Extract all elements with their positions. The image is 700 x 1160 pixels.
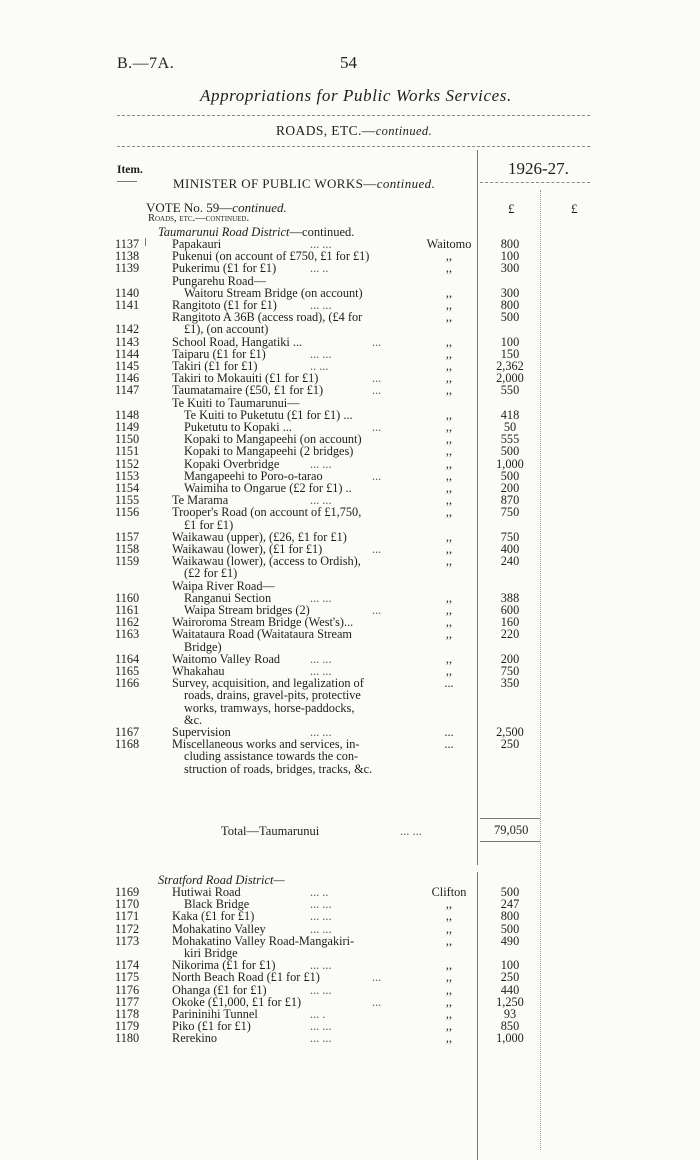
leader-dots: ... (372, 371, 382, 386)
item-description: Whakahau (172, 664, 225, 678)
amount-cell: 388 (500, 590, 520, 605)
amount-cell: 160 (500, 615, 520, 630)
table-row (0, 262, 700, 274)
table-row (0, 1020, 700, 1032)
item-number: 1154 (115, 481, 140, 495)
item-description: roads, drains, gravel-pits, protective (184, 688, 361, 703)
total-leader-dots: ... ... (400, 824, 422, 838)
item-description: Hutiwai Road (172, 885, 241, 899)
item-description: Parininihi Tunnel (172, 1007, 258, 1021)
item-number: 1149 (115, 420, 140, 434)
item-number: 1177 (115, 994, 140, 1009)
item-description: Mohakatino Valley Road-Mangakiri- (172, 933, 355, 948)
table-row (0, 323, 700, 335)
location-cell: Clifton (431, 885, 467, 899)
page-number: 54 (340, 53, 357, 72)
amount-cell: 93 (503, 1007, 517, 1021)
pound-sign-1: £ (508, 201, 515, 216)
item-description: Waitomo Valley Road (172, 651, 281, 666)
leader-dots: ... (372, 334, 382, 349)
amount-cell: 350 (500, 676, 520, 691)
location-cell: ,, (445, 371, 453, 386)
item-number: 1169 (115, 885, 140, 899)
leader-dots: ... (372, 420, 382, 434)
item-number: 1143 (115, 334, 140, 349)
total-rule-top (480, 818, 540, 819)
table-row (0, 653, 700, 665)
item-number: 1147 (115, 383, 140, 398)
item-number: 1158 (115, 542, 140, 556)
leader-dots: ... ... (310, 1019, 332, 1034)
location-cell: ,, (445, 627, 453, 642)
item-description: Rangitoto (£1 for £1) (172, 298, 277, 312)
item-number: 1173 (115, 933, 140, 948)
item-description: Waimiha to Ongarue (£2 for £1) .. (184, 481, 352, 495)
item-number: 1165 (115, 664, 140, 678)
location-cell: ,, (445, 664, 453, 678)
leader-dots: ... ... (310, 897, 332, 912)
item-description: &c. (184, 712, 203, 727)
location-cell: ,, (445, 310, 453, 325)
amount-cell: 500 (500, 444, 520, 459)
roads-subheading: Roads, etc.—continued. (148, 213, 250, 224)
district-heading-taumarunui: Taumarunui Road District—continued. (158, 225, 355, 239)
location-cell: ,, (445, 285, 453, 300)
amount-cell: 50 (503, 420, 517, 434)
item-description: School Road, Hangatiki ... (172, 334, 303, 349)
amount-cell: 1,000 (496, 1031, 524, 1046)
document-reference: B.—7A. (117, 55, 175, 72)
table-row (0, 275, 700, 287)
table-row (0, 910, 700, 922)
item-number: 1167 (115, 725, 140, 739)
amount-cell: 550 (500, 383, 520, 398)
item-description: Wairoroma Stream Bridge (West's)... (172, 615, 354, 630)
leader-dots: ... ... (310, 298, 332, 312)
location-cell: ,, (445, 359, 453, 373)
total-label: Total—Taumarunui (221, 824, 320, 838)
item-number: 1142 (115, 322, 140, 337)
district-heading-stratford: Stratford Road District— (158, 873, 285, 887)
item-number: 1137 (115, 237, 140, 251)
location-cell: ... (444, 676, 454, 691)
location-cell: ,, (445, 456, 453, 471)
amount-cell: 220 (500, 627, 520, 642)
section-heading: ROADS, ETC.—continued. (276, 123, 433, 138)
item-description: Mohakatino Valley (172, 921, 266, 936)
table-row (0, 984, 700, 996)
item-description: Te Marama (172, 493, 229, 508)
location-cell: ,, (445, 444, 453, 459)
amount-cell: 247 (500, 897, 520, 912)
location-cell: ... (444, 725, 454, 739)
leader-dots: ... (372, 542, 382, 556)
location-cell: ,, (445, 334, 453, 349)
item-description: Kaka (£1 for £1) (172, 909, 255, 924)
item-number: 1144 (115, 346, 140, 361)
amount-cell: 250 (500, 737, 520, 752)
leader-dots: ... ... (310, 590, 332, 605)
amount-cell: 418 (500, 407, 520, 422)
item-description: Taumatamaire (£50, £1 for £1) (172, 383, 324, 398)
table-row (0, 996, 700, 1008)
location-cell: ,, (445, 1031, 453, 1046)
location-cell: ,, (445, 346, 453, 361)
item-description: Te Kuiti to Taumarunui— (172, 395, 300, 410)
amount-cell: 800 (500, 298, 520, 312)
location-cell: ,, (445, 590, 453, 605)
location-cell: ,, (445, 505, 453, 520)
table-row (0, 360, 700, 372)
item-description: £1 for £1) (184, 517, 234, 532)
item-number: 1153 (115, 468, 140, 483)
item-number: 1140 (115, 285, 140, 300)
table-row (0, 677, 700, 726)
year-column-header: 1926-27. (508, 159, 569, 178)
table-row (0, 287, 700, 299)
table-row (0, 348, 700, 360)
leader-dots: ... ... (310, 958, 332, 973)
table-row (0, 409, 700, 421)
item-description: Miscellaneous works and services, in- (172, 737, 360, 752)
table-row (0, 1008, 700, 1020)
leader-dots: ... .. (310, 261, 329, 276)
item-description: Waikawau (upper), (£26, £1 for £1) (172, 529, 347, 544)
item-description: Kopaki Overbridge (184, 456, 280, 471)
item-number: 1159 (115, 554, 140, 569)
location-cell: ,, (445, 615, 453, 630)
table-row (0, 628, 700, 652)
item-description: Okoke (£1,000, £1 for £1) (172, 994, 302, 1009)
leader-dots: ... ... (310, 921, 332, 936)
table-row (0, 923, 700, 935)
leader-dots: ... (372, 970, 382, 985)
item-description: £1), (on account) (184, 322, 269, 337)
item-description: Ohanga (£1 for £1) (172, 982, 267, 997)
item-number: 1156 (115, 505, 140, 520)
item-description: Black Bridge (184, 897, 250, 912)
location-cell: ,, (445, 529, 453, 544)
location-cell: ,, (445, 958, 453, 973)
table-row (0, 311, 700, 323)
leader-dots: ... (372, 603, 382, 617)
item-description: (£2 for £1) (184, 566, 238, 581)
leader-dots: ... ... (310, 456, 332, 471)
item-number: 1146 (115, 371, 140, 386)
location-cell: ,, (445, 994, 453, 1009)
amount-cell: 200 (500, 481, 520, 495)
amount-cell: 490 (500, 933, 520, 948)
location-cell: ,, (445, 407, 453, 422)
table-row (0, 935, 700, 959)
location-cell: ,, (445, 1007, 453, 1021)
amount-cell: 800 (500, 237, 520, 251)
amount-cell: 2,000 (496, 371, 524, 386)
table-row (0, 1032, 700, 1044)
table-row (0, 482, 700, 494)
table-row (0, 250, 700, 262)
item-description: Waipa Stream bridges (2) (184, 603, 310, 617)
item-description: Waitoru Stream Bridge (on account) (184, 285, 363, 300)
table-row (0, 886, 700, 898)
item-underline (117, 181, 137, 182)
item-number: 1179 (115, 1019, 140, 1034)
amount-cell: 150 (500, 346, 520, 361)
item-description: Waikawau (lower), (access to Ordish), (172, 554, 361, 569)
amount-cell: 100 (500, 249, 520, 264)
item-number: 1148 (115, 407, 140, 422)
location-cell: ,, (445, 249, 453, 264)
table-row (0, 531, 700, 543)
leader-dots: ... ... (310, 493, 332, 508)
amount-cell: 800 (500, 909, 520, 924)
table-row (0, 738, 700, 775)
amount-cell: 400 (500, 542, 520, 556)
item-description: Te Kuiti to Puketutu (£1 for £1) ... (184, 407, 353, 422)
amount-cell: 1,250 (496, 994, 524, 1009)
location-cell: ... (444, 737, 454, 752)
item-description: Trooper's Road (on account of £1,750, (172, 505, 362, 520)
item-number: 1175 (115, 970, 140, 985)
item-number: 1157 (115, 529, 140, 544)
item-description: Piko (£1 for £1) (172, 1019, 251, 1034)
item-description: Ranganui Section (184, 590, 272, 605)
amount-cell: 750 (500, 664, 520, 678)
location-cell: ,, (445, 651, 453, 666)
item-number: 1174 (115, 958, 140, 973)
leader-dots: ... ... (310, 909, 332, 924)
table-row (0, 458, 700, 470)
item-number: 1139 (115, 261, 140, 276)
item-number: 1170 (115, 897, 140, 912)
amount-cell: 2,500 (496, 725, 524, 739)
amount-cell: 500 (500, 885, 520, 899)
amount-cell: 200 (500, 651, 520, 666)
item-description: Waipa River Road— (172, 578, 275, 593)
table-row (0, 506, 700, 530)
location-cell: ,, (445, 261, 453, 276)
amount-cell: 100 (500, 334, 520, 349)
location-cell: ,, (445, 481, 453, 495)
item-number: 1141 (115, 298, 140, 312)
item-description: Rerekino (172, 1031, 218, 1046)
amount-cell: 750 (500, 505, 520, 520)
location-cell: ,, (445, 493, 453, 508)
location-cell: Waitomo (426, 237, 472, 251)
amount-cell: 250 (500, 970, 520, 985)
item-number: 1178 (115, 1007, 140, 1021)
header-divider (117, 115, 590, 116)
location-cell: ,, (445, 432, 453, 447)
item-description: Kopaki to Mangapeehi (on account) (184, 432, 362, 447)
leader-dots: ... ... (310, 346, 332, 361)
item-number: 1161 (115, 603, 140, 617)
location-cell: ,, (445, 897, 453, 912)
amount-cell: 555 (500, 432, 520, 447)
amount-cell: 300 (500, 285, 520, 300)
amount-cell: 850 (500, 1019, 520, 1034)
table-row (0, 898, 700, 910)
item-description: Puketutu to Kopaki ... (184, 420, 292, 434)
item-number: 1138 (115, 249, 140, 264)
item-number: 1160 (115, 590, 140, 605)
amount-cell: 2,362 (496, 359, 524, 373)
table-row (0, 372, 700, 384)
amount-cell: 440 (500, 982, 520, 997)
page-title: Appropriations for Public Works Services. (200, 86, 512, 105)
amount-cell: 870 (500, 493, 520, 508)
item-description: Pukenui (on account of £750, £1 for £1) (172, 249, 370, 264)
table-row (0, 971, 700, 983)
item-number: 1164 (115, 651, 140, 666)
item-number: 1176 (115, 982, 140, 997)
location-cell: ,, (445, 468, 453, 483)
item-number: 1162 (115, 615, 140, 630)
location-cell: ,, (445, 982, 453, 997)
minister-heading: MINISTER OF PUBLIC WORKS—continued. (173, 176, 436, 191)
table-row (0, 592, 700, 604)
item-description: Taiparu (£1 for £1) (172, 346, 266, 361)
leader-dots: ... ... (310, 1031, 332, 1046)
location-cell: ,, (445, 383, 453, 398)
item-description: cluding assistance towards the con- (184, 749, 359, 764)
amount-cell: 500 (500, 310, 520, 325)
pound-sign-2: £ (571, 201, 578, 216)
location-cell: ,, (445, 970, 453, 985)
item-number: 1180 (115, 1031, 140, 1046)
item-number: 1151 (115, 444, 140, 459)
item-number: 1168 (115, 737, 140, 752)
item-description: Supervision (172, 725, 231, 739)
amount-cell: 300 (500, 261, 520, 276)
amount-cell: 100 (500, 958, 520, 973)
item-description: struction of roads, bridges, tracks, &c. (184, 761, 373, 776)
location-cell: ,, (445, 921, 453, 936)
item-description: North Beach Road (£1 for £1) (172, 970, 320, 985)
amount-cell: 600 (500, 603, 520, 617)
leader-dots: ... ... (310, 725, 332, 739)
table-row (0, 445, 700, 457)
item-description: Nikorima (£1 for £1) (172, 958, 276, 973)
item-description: Waikawau (lower), (£1 for £1) (172, 542, 323, 556)
item-description: Papakauri (172, 237, 222, 251)
table-row (0, 336, 700, 348)
leader-dots: ... ... (310, 651, 332, 666)
amount-cell: 240 (500, 554, 520, 569)
year-underline (480, 182, 590, 183)
location-cell: ,, (445, 909, 453, 924)
table-row (0, 580, 700, 592)
item-number: 1145 (115, 359, 140, 373)
table-row (0, 959, 700, 971)
location-cell: ,, (445, 603, 453, 617)
item-description: Bridge) (184, 639, 222, 654)
item-number: 1172 (115, 921, 140, 936)
leader-dots: ... ... (310, 237, 332, 251)
location-cell: ,, (445, 554, 453, 569)
leader-dots: ... ... (310, 982, 332, 997)
item-column-header: Item. (117, 164, 143, 176)
total-rule-bottom (480, 841, 540, 842)
amount-cell: 1,000 (496, 456, 524, 471)
item-description: Survey, acquisition, and legalization of (172, 676, 364, 691)
leader-dots: ... (372, 468, 382, 483)
item-number: 1150 (115, 432, 140, 447)
location-cell: ,, (445, 298, 453, 312)
location-cell: ,, (445, 420, 453, 434)
item-description: Mangapeehi to Poro-o-tarao (184, 468, 323, 483)
item-description: Kopaki to Mangapeehi (2 bridges) (184, 444, 354, 459)
leader-dots: ... (372, 994, 382, 1009)
item-description: Waitataura Road (Waitataura Stream (172, 627, 352, 642)
item-description: kiri Bridge (184, 945, 238, 960)
table-row (0, 384, 700, 396)
location-cell: ,, (445, 542, 453, 556)
leader-dots: .. ... (310, 359, 329, 373)
amount-cell: 500 (500, 468, 520, 483)
item-description: Pukerimu (£1 for £1) (172, 261, 277, 276)
section-divider (117, 146, 590, 147)
item-description: Takiri (£1 for £1) (172, 359, 258, 373)
item-description: Rangitoto A 36B (access road), (£4 for (172, 310, 363, 325)
leader-dots: ... ... (310, 664, 332, 678)
leader-dots: ... (372, 383, 382, 398)
amount-cell: 500 (500, 921, 520, 936)
item-number: 1152 (115, 456, 140, 471)
table-row (0, 555, 700, 579)
total-amount: 79,050 (494, 823, 529, 837)
location-cell: ,, (445, 933, 453, 948)
item-number: 1166 (115, 676, 140, 691)
item-description: Pungarehu Road— (172, 273, 266, 288)
leader-dots: ... .. (310, 885, 329, 899)
item-number: 1171 (115, 909, 140, 924)
item-description: Takiri to Mokauiti (£1 for £1) (172, 371, 319, 386)
vote-heading: VOTE No. 59—continued. (146, 200, 287, 215)
item-description: works, tramways, horse-paddocks, (184, 700, 355, 715)
table-row (0, 397, 700, 409)
location-cell: ,, (445, 1019, 453, 1034)
item-number: 1163 (115, 627, 140, 642)
item-number: 1155 (115, 493, 140, 508)
amount-cell: 750 (500, 529, 520, 544)
leader-dots: ... . (310, 1007, 326, 1021)
